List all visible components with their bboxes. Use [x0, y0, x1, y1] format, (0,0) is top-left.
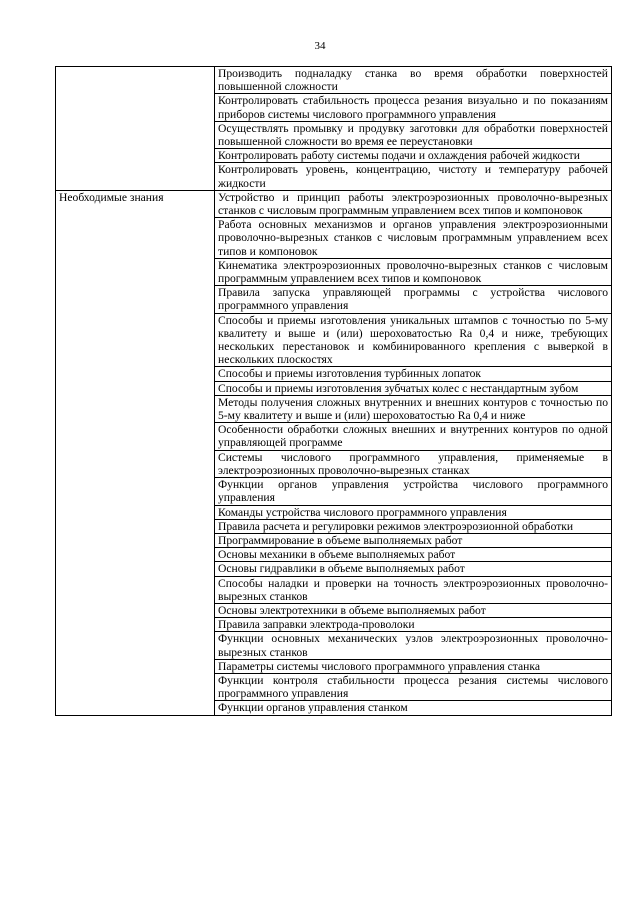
- requirement-text: Параметры системы числового программного управления станка: [215, 659, 612, 673]
- requirement-text: Функции органов управления станком: [215, 701, 612, 715]
- requirement-text: Правила расчета и регулировки режимов электроэрозионной обработки: [215, 519, 612, 533]
- requirement-text: Основы электротехники в объеме выполняемых работ: [215, 603, 612, 617]
- table-row: [56, 190, 612, 217]
- table-row: [56, 67, 612, 94]
- requirement-text: Программирование в объеме выполняемых работ: [215, 533, 612, 547]
- requirement-text: Команды устройства числового программного управления: [215, 505, 612, 519]
- requirement-text: Кинематика электроэрозионных проволочно-вырезных станков с числовым программным управлением всех типов и компоновок: [215, 258, 612, 285]
- section-label-empty: [56, 67, 215, 191]
- requirement-text: Контролировать уровень, концентрацию, чистоту и температуру рабочей жидкости: [215, 163, 612, 190]
- requirement-text: Функции органов управления устройства числового программного управления: [215, 478, 612, 505]
- requirement-text: Функции контроля стабильности процесса резания системы числового программного управления: [215, 673, 612, 700]
- requirement-text: Работа основных механизмов и органов управления электроэрозионными проволочно-вырезных станков с числовым программным управлением всех типов и компоновок: [215, 218, 612, 259]
- section-label-required-knowledge: Необходимые знания: [56, 190, 215, 715]
- page-number: 34: [314, 40, 326, 52]
- requirement-text: Способы и приемы изготовления турбинных лопаток: [215, 367, 612, 381]
- requirements-table-container: [55, 66, 612, 716]
- requirement-text: Осуществлять промывку и продувку заготовки для обработки поверхностей повышенной сложности во время ее переустановки: [215, 121, 612, 148]
- requirement-text: Способы наладки и проверки на точность электроэрозионных проволочно-вырезных станков: [215, 576, 612, 603]
- requirement-text: Устройство и принцип работы электроэрозионных проволочно-вырезных станков с числовым программным управлением всех типов и компоновок: [215, 190, 612, 217]
- requirement-text: Системы числового программного управления, применяемые в электроэрозионных проволочно-вырезных станках: [215, 450, 612, 477]
- requirement-text: Правила заправки электрода-проволоки: [215, 618, 612, 632]
- requirement-text: Способы и приемы изготовления уникальных штампов с точностью по 5-му квалитету и выше и (или) шероховатостью Ra 0,4 и ниже, требующих нескольких перестановок и комбинированного крепления с выверкой в нескольких плоскостях: [215, 313, 612, 367]
- requirement-text: Особенности обработки сложных внешних и внутренних контуров по одной управляющей программе: [215, 423, 612, 450]
- requirement-text: Производить подналадку станка во время обработки поверхностей повышенной сложности: [215, 67, 612, 94]
- requirement-text: Основы механики в объеме выполняемых работ: [215, 548, 612, 562]
- requirement-text: Основы гидравлики в объеме выполняемых работ: [215, 562, 612, 576]
- requirement-text: Функции основных механических узлов электроэрозионных проволочно-вырезных станков: [215, 632, 612, 659]
- table-body: [56, 67, 612, 716]
- requirement-text: Контролировать работу системы подачи и охлаждения рабочей жидкости: [215, 149, 612, 163]
- requirement-text: Методы получения сложных внутренних и внешних контуров с точностью по 5-му квалитету и выше и (или) шероховатостью Ra 0,4 и ниже: [215, 395, 612, 422]
- requirement-text: Контролировать стабильность процесса резания визуально и по показаниям приборов системы числового программного управления: [215, 94, 612, 121]
- requirement-text: Способы и приемы изготовления зубчатых колес с нестандартным зубом: [215, 381, 612, 395]
- requirement-text: Правила запуска управляющей программы с устройства числового программного управления: [215, 286, 612, 313]
- requirements-table: [55, 66, 612, 716]
